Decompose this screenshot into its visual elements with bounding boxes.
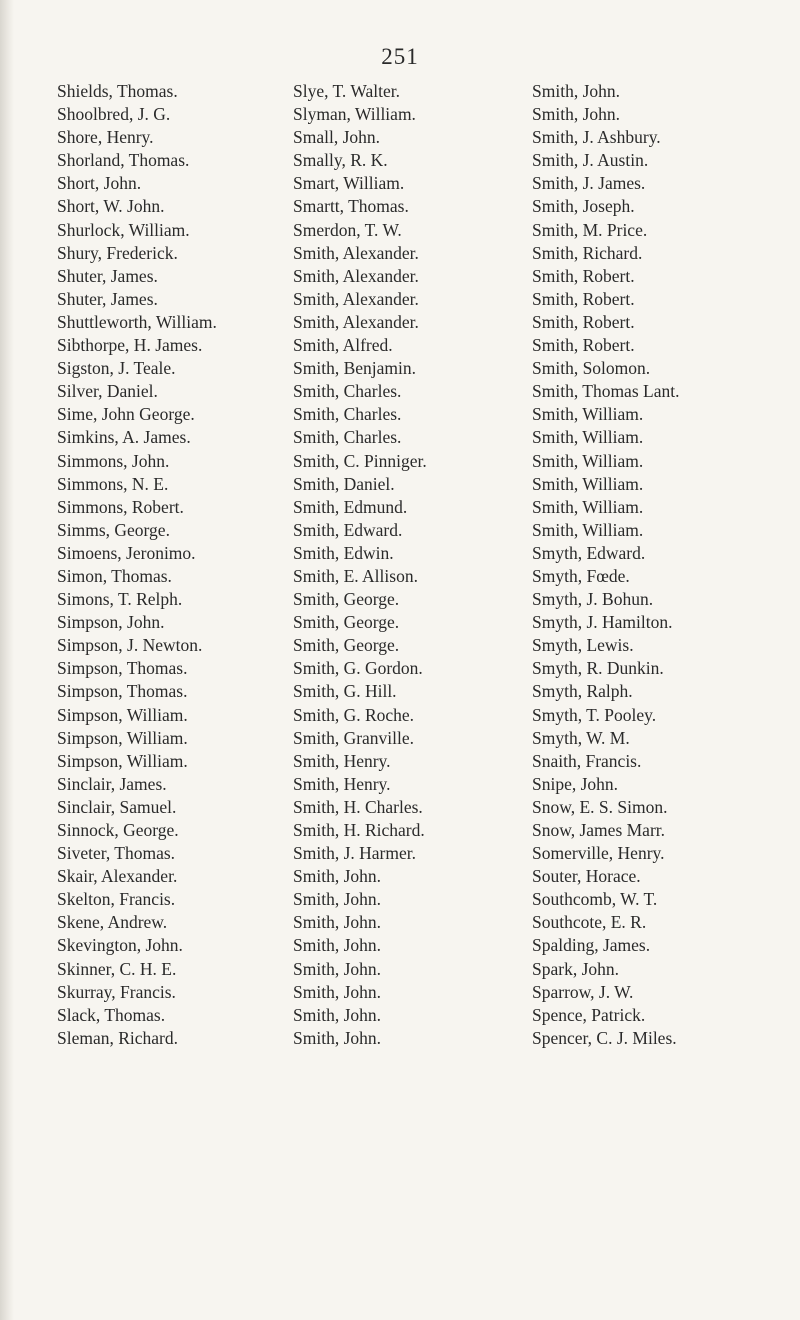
list-entry: Smith, Alfred. (293, 335, 393, 356)
list-entry: Shurlock, William. (57, 219, 190, 240)
list-entry: Smith, John. (293, 866, 382, 887)
list-entry: Smith, J. Ashbury. (532, 127, 661, 148)
list-entry: Smith, Joseph. (532, 196, 635, 217)
list-entry: Sime, John George. (57, 404, 195, 425)
list-entry: Sinnock, George. (57, 820, 179, 840)
list-entry: Slyman, William. (293, 104, 416, 125)
list-entry: Short, John. (57, 173, 142, 194)
list-entry: Skurray, Francis. (57, 981, 176, 1002)
list-entry: Smith, J. Austin. (532, 150, 649, 171)
list-entry: Smyth, W. M. (532, 727, 630, 748)
list-entry: Smith, Alexander. (293, 265, 419, 286)
name-column-1 (57, 80, 217, 1050)
list-entry: Spark, John. (532, 958, 620, 979)
list-entry: Smith, H. Richard. (293, 820, 425, 840)
list-entry: Simpson, William. (57, 750, 188, 771)
list-entry: Spencer, C. J. Miles. (532, 1027, 677, 1048)
list-entry: Smith, William. (532, 473, 644, 494)
list-entry: Snipe, John. (532, 773, 619, 794)
list-entry: Smith, William. (532, 450, 644, 471)
list-entry: Smith, John. (293, 1004, 382, 1025)
list-entry: Smith, Robert. (532, 265, 635, 286)
list-entry: Short, W. John. (57, 196, 165, 217)
list-entry: Smyth, Ralph. (532, 681, 633, 702)
list-entry: Smith, Charles. (293, 381, 402, 402)
list-entry: Smyth, J. Hamilton. (532, 612, 673, 633)
list-entry: Smith, William. (532, 519, 644, 540)
list-entry: Simons, T. Relph. (57, 589, 183, 610)
list-entry: Slack, Thomas. (57, 1004, 166, 1025)
list-entry: Somerville, Henry. (532, 843, 665, 864)
list-entry: Smith, John. (293, 912, 382, 933)
list-entry: Silver, Daniel. (57, 381, 158, 402)
list-entry: Simoens, Jeronimo. (57, 542, 196, 563)
list-entry: Smith, George. (293, 635, 400, 656)
list-entry: Smith, John. (293, 935, 382, 956)
list-entry: Smith, Robert. (532, 335, 635, 356)
list-entry: Smith, J. Harmer. (293, 843, 416, 864)
list-entry: Sparrow, J. W. (532, 981, 634, 1002)
list-entry: Smith, Solomon. (532, 358, 651, 379)
list-entry: Smith, Alexander. (293, 242, 419, 263)
list-entry: Sinclair, James. (57, 773, 167, 794)
list-entry: Shury, Frederick. (57, 242, 178, 263)
list-entry: Smith, E. Allison. (293, 565, 418, 586)
list-entry: Smith, Robert. (532, 288, 635, 309)
list-entry: Smith, George. (293, 589, 400, 610)
list-entry: Smart, William. (293, 173, 405, 194)
list-entry: Skinner, C. H. E. (57, 958, 177, 979)
list-entry: Smyth, T. Pooley. (532, 704, 657, 725)
list-entry: Shuttleworth, William. (57, 311, 217, 332)
list-entry: Smyth, Lewis. (532, 635, 634, 656)
list-entry: Simmons, John. (57, 450, 170, 471)
list-entry: Sigston, J. Teale. (57, 358, 176, 379)
list-entry: Simkins, A. James. (57, 427, 191, 448)
list-entry: Smith, G. Roche. (293, 704, 415, 725)
list-entry: Smally, R. K. (293, 150, 388, 171)
list-entry: Siveter, Thomas. (57, 843, 176, 864)
list-entry: Smith, Granville. (293, 727, 415, 748)
list-entry: Smith, C. Pinniger. (293, 450, 427, 471)
list-entry: Simpson, Thomas. (57, 658, 188, 679)
list-entry: Simmons, Robert. (57, 496, 184, 517)
list-entry: Smith, J. James. (532, 173, 646, 194)
list-entry: Simpson, John. (57, 612, 165, 633)
list-entry: Smith, John. (293, 981, 382, 1002)
list-entry: Smith, Charles. (293, 404, 402, 425)
list-entry: Smith, William. (532, 404, 644, 425)
list-entry: Simpson, J. Newton. (57, 635, 203, 656)
list-entry: Smith, G. Gordon. (293, 658, 423, 679)
list-entry: Snow, E. S. Simon. (532, 796, 668, 817)
list-entry: Smith, G. Hill. (293, 681, 397, 702)
list-entry: Snow, James Marr. (532, 820, 666, 840)
list-entry: Simpson, Thomas. (57, 681, 188, 702)
list-entry: Southcote, E. R. (532, 912, 647, 933)
list-entry: Simmons, N. E. (57, 473, 169, 494)
list-entry: Slye, T. Walter. (293, 81, 400, 101)
list-entry: Smith, H. Charles. (293, 796, 423, 817)
list-entry: Smith, Charles. (293, 427, 402, 448)
list-entry: Smith, Edwin. (293, 542, 394, 563)
list-entry: Small, John. (293, 127, 381, 148)
list-entry: Spalding, James. (532, 935, 651, 956)
list-entry: Smith, John. (532, 81, 621, 101)
list-entry: Smartt, Thomas. (293, 196, 409, 217)
list-entry: Smith, William. (532, 427, 644, 448)
list-entry: Skevington, John. (57, 935, 183, 956)
list-entry: Shoolbred, J. G. (57, 104, 171, 125)
name-column-3 (532, 80, 679, 1050)
list-entry: Sleman, Richard. (57, 1027, 179, 1048)
list-entry: Shuter, James. (57, 288, 158, 309)
list-entry: Skene, Andrew. (57, 912, 168, 933)
list-entry: Smyth, J. Bohun. (532, 589, 654, 610)
list-entry: Smith, Robert. (532, 311, 635, 332)
list-entry: Smith, Alexander. (293, 311, 419, 332)
list-entry: Smith, Thomas Lant. (532, 381, 680, 402)
list-entry: Smith, John. (532, 104, 621, 125)
list-entry: Smith, Alexander. (293, 288, 419, 309)
list-entry: Smyth, Edward. (532, 542, 646, 563)
list-entry: Skair, Alexander. (57, 866, 178, 887)
list-entry: Simms, George. (57, 519, 170, 540)
page-number: 251 (381, 44, 419, 69)
list-entry: Smith, Edmund. (293, 496, 408, 517)
list-entry: Smith, Richard. (532, 242, 643, 263)
list-entry: Smerdon, T. W. (293, 219, 402, 240)
name-column-2 (293, 80, 427, 1050)
list-entry: Smith, George. (293, 612, 400, 633)
list-entry: Simpson, William. (57, 704, 188, 725)
list-entry: Smith, Henry. (293, 750, 391, 771)
list-entry: Simon, Thomas. (57, 565, 172, 586)
list-entry: Shore, Henry. (57, 127, 154, 148)
list-entry: Shuter, James. (57, 265, 158, 286)
list-entry: Smith, John. (293, 1027, 382, 1048)
list-entry: Smith, John. (293, 889, 382, 910)
list-entry: Smith, Daniel. (293, 473, 395, 494)
list-entry: Smith, Henry. (293, 773, 391, 794)
list-entry: Skelton, Francis. (57, 889, 176, 910)
list-entry: Sibthorpe, H. James. (57, 335, 203, 356)
page-gutter-shadow (0, 0, 14, 1320)
list-entry: Smith, Edward. (293, 519, 403, 540)
list-entry: Smith, John. (293, 958, 382, 979)
list-entry: Shorland, Thomas. (57, 150, 190, 171)
list-entry: Sinclair, Samuel. (57, 796, 177, 817)
list-entry: Southcomb, W. T. (532, 889, 658, 910)
list-entry: Smyth, R. Dunkin. (532, 658, 664, 679)
list-entry: Smith, M. Price. (532, 219, 648, 240)
list-entry: Shields, Thomas. (57, 81, 178, 101)
list-entry: Smith, William. (532, 496, 644, 517)
list-entry: Spence, Patrick. (532, 1004, 646, 1025)
list-entry: Smith, Benjamin. (293, 358, 416, 379)
list-entry: Snaith, Francis. (532, 750, 642, 771)
list-entry: Simpson, William. (57, 727, 188, 748)
list-entry: Souter, Horace. (532, 866, 641, 887)
list-entry: Smyth, Fœde. (532, 565, 630, 586)
